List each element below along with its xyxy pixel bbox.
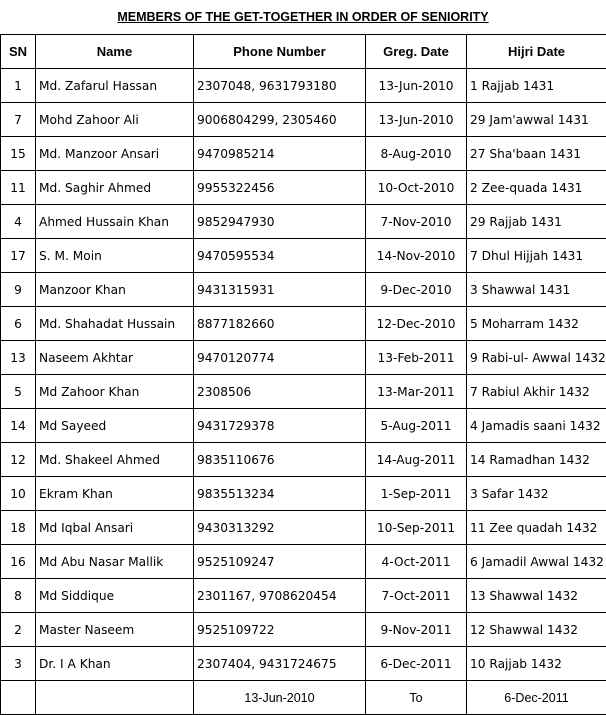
cell-name: Manzoor Khan xyxy=(36,273,194,307)
date-range-row xyxy=(1,681,606,715)
table-row xyxy=(1,647,606,681)
table-row xyxy=(1,307,606,341)
cell-sn: 10 xyxy=(1,477,36,511)
cell-greg-date: 1-Sep-2011 xyxy=(366,477,467,511)
cell-hijri-date: 29 Jam'awwal 1431 xyxy=(467,103,606,137)
cell-greg-date: 8-Aug-2010 xyxy=(366,137,467,171)
cell-hijri-date: 5 Moharram 1432 xyxy=(467,307,606,341)
cell-phone: 9470595534 xyxy=(194,239,366,273)
cell-sn: 13 xyxy=(1,341,36,375)
table-row xyxy=(1,477,606,511)
cell-name: Md. Shakeel Ahmed xyxy=(36,443,194,477)
cell-name: Md Siddique xyxy=(36,579,194,613)
cell-greg-date: 4-Oct-2011 xyxy=(366,545,467,579)
table-row xyxy=(1,545,606,579)
cell-name: Md Abu Nasar Mallik xyxy=(36,545,194,579)
cell-hijri-date: 3 Safar 1432 xyxy=(467,477,606,511)
footer-empty-cell xyxy=(36,681,194,715)
cell-greg-date: 9-Dec-2010 xyxy=(366,273,467,307)
cell-phone: 9852947930 xyxy=(194,205,366,239)
cell-greg-date: 13-Feb-2011 xyxy=(366,341,467,375)
cell-greg-date: 13-Jun-2010 xyxy=(366,103,467,137)
cell-sn: 18 xyxy=(1,511,36,545)
cell-sn: 7 xyxy=(1,103,36,137)
cell-greg-date: 5-Aug-2011 xyxy=(366,409,467,443)
table-row xyxy=(1,579,606,613)
cell-phone: 9470985214 xyxy=(194,137,366,171)
cell-phone: 9525109722 xyxy=(194,613,366,647)
cell-hijri-date: 7 Rabiul Akhir 1432 xyxy=(467,375,606,409)
header-sn: SN xyxy=(1,35,36,69)
cell-hijri-date: 9 Rabi-ul- Awwal 1432 xyxy=(467,341,606,375)
cell-name: Md Zahoor Khan xyxy=(36,375,194,409)
cell-sn: 4 xyxy=(1,205,36,239)
cell-name: Md. Saghir Ahmed xyxy=(36,171,194,205)
cell-phone: 9525109247 xyxy=(194,545,366,579)
cell-phone: 9431729378 xyxy=(194,409,366,443)
cell-name: Md Iqbal Ansari xyxy=(36,511,194,545)
cell-sn: 12 xyxy=(1,443,36,477)
cell-phone: 9431315931 xyxy=(194,273,366,307)
cell-hijri-date: 4 Jamadis saani 1432 xyxy=(467,409,606,443)
cell-sn: 1 xyxy=(1,69,36,103)
cell-hijri-date: 14 Ramadhan 1432 xyxy=(467,443,606,477)
header-phone: Phone Number xyxy=(194,35,366,69)
date-range-end: 6-Dec-2011 xyxy=(467,681,606,715)
table-row xyxy=(1,205,606,239)
header-greg-date: Greg. Date xyxy=(366,35,467,69)
cell-hijri-date: 13 Shawwal 1432 xyxy=(467,579,606,613)
cell-phone: 9835513234 xyxy=(194,477,366,511)
cell-name: Naseem Akhtar xyxy=(36,341,194,375)
table-title-text: MEMBERS OF THE GET-TOGETHER IN ORDER OF SENIORITY xyxy=(117,10,489,24)
table-row xyxy=(1,613,606,647)
cell-hijri-date: 6 Jamadil Awwal 1432 xyxy=(467,545,606,579)
cell-hijri-date: 1 Rajjab 1431 xyxy=(467,69,606,103)
cell-hijri-date: 27 Sha'baan 1431 xyxy=(467,137,606,171)
cell-sn: 11 xyxy=(1,171,36,205)
cell-hijri-date: 29 Rajjab 1431 xyxy=(467,205,606,239)
table-row xyxy=(1,171,606,205)
cell-phone: 9006804299, 2305460 xyxy=(194,103,366,137)
cell-greg-date: 6-Dec-2011 xyxy=(366,647,467,681)
cell-hijri-date: 12 Shawwal 1432 xyxy=(467,613,606,647)
cell-name: Mohd Zahoor Ali xyxy=(36,103,194,137)
cell-hijri-date: 3 Shawwal 1431 xyxy=(467,273,606,307)
cell-phone: 2308506 xyxy=(194,375,366,409)
members-table xyxy=(0,34,606,715)
table-row xyxy=(1,375,606,409)
cell-phone: 2307404, 9431724675 xyxy=(194,647,366,681)
date-range-separator: To xyxy=(366,681,467,715)
date-range-start: 13-Jun-2010 xyxy=(194,681,366,715)
cell-sn: 9 xyxy=(1,273,36,307)
table-row xyxy=(1,409,606,443)
header-name: Name xyxy=(36,35,194,69)
table-row xyxy=(1,341,606,375)
cell-greg-date: 14-Nov-2010 xyxy=(366,239,467,273)
cell-phone: 9955322456 xyxy=(194,171,366,205)
cell-phone: 9470120774 xyxy=(194,341,366,375)
cell-name: Ahmed Hussain Khan xyxy=(36,205,194,239)
table-row xyxy=(1,239,606,273)
cell-hijri-date: 10 Rajjab 1432 xyxy=(467,647,606,681)
cell-phone: 9430313292 xyxy=(194,511,366,545)
cell-greg-date: 7-Oct-2011 xyxy=(366,579,467,613)
cell-name: Ekram Khan xyxy=(36,477,194,511)
cell-phone: 8877182660 xyxy=(194,307,366,341)
cell-hijri-date: 7 Dhul Hijjah 1431 xyxy=(467,239,606,273)
table-title xyxy=(0,0,606,34)
cell-sn: 2 xyxy=(1,613,36,647)
cell-name: Md. Zafarul Hassan xyxy=(36,69,194,103)
cell-sn: 17 xyxy=(1,239,36,273)
cell-phone: 2301167, 9708620454 xyxy=(194,579,366,613)
cell-greg-date: 9-Nov-2011 xyxy=(366,613,467,647)
cell-greg-date: 12-Dec-2010 xyxy=(366,307,467,341)
cell-phone: 9835110676 xyxy=(194,443,366,477)
cell-sn: 14 xyxy=(1,409,36,443)
cell-greg-date: 13-Jun-2010 xyxy=(366,69,467,103)
cell-sn: 15 xyxy=(1,137,36,171)
cell-name: Dr. I A Khan xyxy=(36,647,194,681)
cell-sn: 3 xyxy=(1,647,36,681)
cell-sn: 5 xyxy=(1,375,36,409)
footer-empty-cell xyxy=(1,681,36,715)
cell-name: Master Naseem xyxy=(36,613,194,647)
cell-name: Md Sayeed xyxy=(36,409,194,443)
cell-greg-date: 13-Mar-2011 xyxy=(366,375,467,409)
cell-greg-date: 10-Sep-2011 xyxy=(366,511,467,545)
cell-name: Md. Manzoor Ansari xyxy=(36,137,194,171)
cell-name: Md. Shahadat Hussain xyxy=(36,307,194,341)
table-row xyxy=(1,137,606,171)
cell-hijri-date: 11 Zee quadah 1432 xyxy=(467,511,606,545)
cell-sn: 16 xyxy=(1,545,36,579)
table-row xyxy=(1,103,606,137)
cell-hijri-date: 2 Zee-quada 1431 xyxy=(467,171,606,205)
table-row xyxy=(1,443,606,477)
table-row xyxy=(1,273,606,307)
cell-greg-date: 10-Oct-2010 xyxy=(366,171,467,205)
header-hijri-date: Hijri Date xyxy=(467,35,606,69)
cell-greg-date: 7-Nov-2010 xyxy=(366,205,467,239)
header-row xyxy=(1,35,606,69)
cell-greg-date: 14-Aug-2011 xyxy=(366,443,467,477)
table-row xyxy=(1,69,606,103)
table-row xyxy=(1,511,606,545)
cell-sn: 6 xyxy=(1,307,36,341)
cell-phone: 2307048, 9631793180 xyxy=(194,69,366,103)
cell-name: S. M. Moin xyxy=(36,239,194,273)
cell-sn: 8 xyxy=(1,579,36,613)
